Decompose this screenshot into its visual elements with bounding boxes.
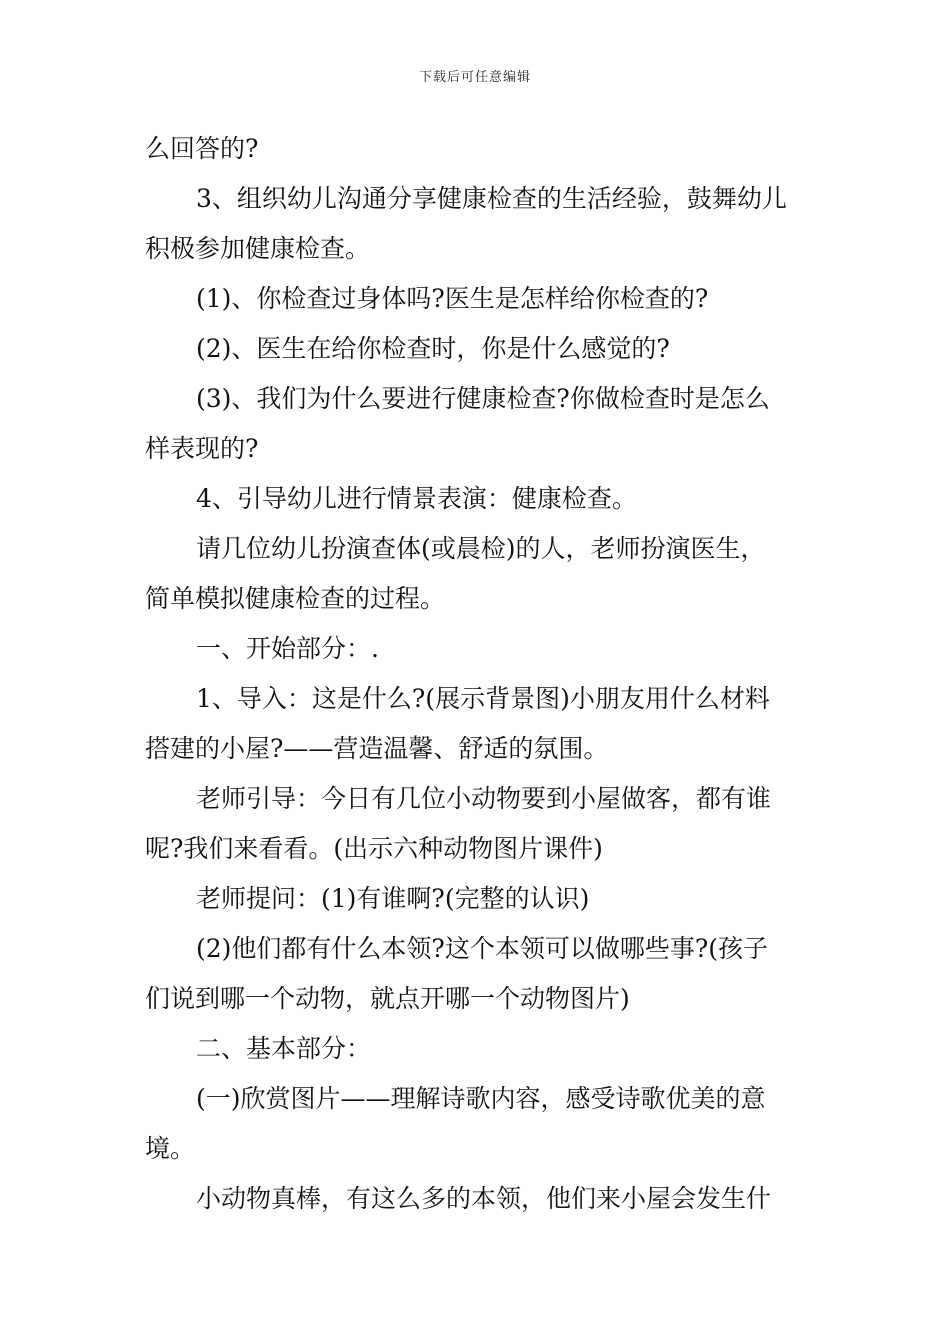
text-line-1: 么回答的? — [145, 134, 259, 163]
text-line-5: (2)、医生在给你检查时，你是什么感觉的? — [196, 334, 670, 363]
text-line-3: 积极参加健康检查。 — [145, 234, 371, 263]
text-line-16: 老师提问：(1)有谁啊?(完整的认识) — [196, 884, 590, 913]
text-line-17: (2)他们都有什么本领?这个本领可以做哪些事?(孩子 — [196, 934, 768, 963]
text-line-21: 境。 — [145, 1134, 196, 1163]
text-line-14: 老师引导：今日有几位小动物要到小屋做客，都有谁 — [196, 784, 772, 813]
page-header: 下载后可任意编辑 — [418, 70, 531, 85]
text-line-6: (3)、我们为什么要进行健康检查?你做检查时是怎么 — [196, 384, 770, 413]
text-line-9: 请几位幼儿扮演查体(或晨检)的人，老师扮演医生， — [196, 534, 766, 563]
text-line-18: 们说到哪一个动物，就点开哪一个动物图片) — [145, 984, 630, 1013]
text-line-11: 一、开始部分：. — [196, 634, 379, 663]
text-line-13: 搭建的小屋?——营造温馨、舒适的氛围。 — [145, 734, 609, 763]
text-line-15: 呢?我们来看看。(出示六种动物图片课件) — [145, 834, 603, 863]
text-line-2: 3、组织幼儿沟通分享健康检查的生活经验，鼓舞幼儿 — [196, 184, 787, 213]
text-line-7: 样表现的? — [145, 434, 259, 463]
text-line-8: 4、引导幼儿进行情景表演：健康检查。 — [196, 484, 637, 513]
text-line-19: 二、基本部分： — [196, 1034, 372, 1063]
text-line-12: 1、导入：这是什么?(展示背景图)小朋友用什么材料 — [196, 684, 770, 713]
text-line-22: 小动物真棒，有这么多的本领，他们来小屋会发生什 — [196, 1184, 772, 1213]
text-line-10: 简单模拟健康检查的过程。 — [145, 584, 446, 613]
text-line-20: (一)欣赏图片——理解诗歌内容，感受诗歌优美的意 — [196, 1084, 766, 1113]
text-line-4: (1)、你检查过身体吗?医生是怎样给你检查的? — [196, 284, 709, 313]
